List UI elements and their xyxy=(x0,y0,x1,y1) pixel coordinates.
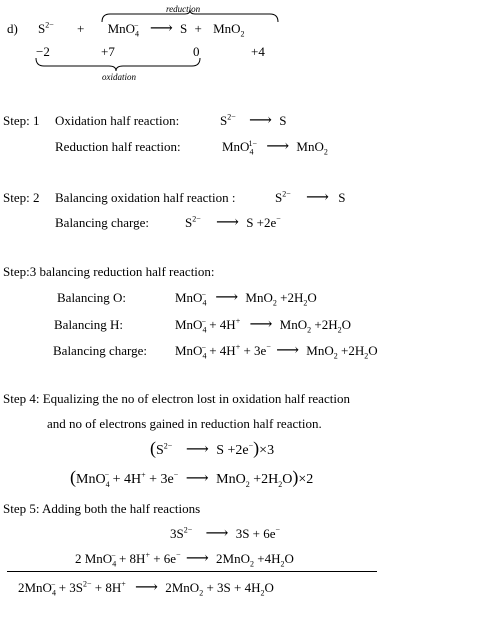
top-reaction: $S^{2-} + MnO_4^-$ ⟶ S + MnO$_2$ xyxy=(38,20,245,39)
step1-title: Step: 1 xyxy=(3,113,40,128)
step4-title: Step 4: Equalizing the no of electron lost in oxidation half reaction xyxy=(3,391,350,406)
step3-row3-label: Balancing charge: xyxy=(53,343,147,358)
step5-line2: 2 MnO$_4$− + 8H+ + 6e− ⟶ $2MnO_2 +4H_2O$ xyxy=(75,550,294,569)
step2-charge-eq: $S^{2-}$ ⟶ S +2e− xyxy=(185,214,281,231)
step4-eq1: ($S^{2-}$ ⟶ S +2e−)×3 xyxy=(150,438,275,458)
step2-charge-label: Balancing charge: xyxy=(55,215,149,230)
step3-row1-label: Balancing O: xyxy=(57,290,126,305)
step5-title: Step 5: Adding both the half reactions xyxy=(3,501,201,516)
oxnum-1: −2 xyxy=(36,44,50,59)
step2-ox-eq: $S^{2-}$ ⟶ S xyxy=(275,189,346,206)
step4-eq2: (MnO$_4$− + 4H+ + 3e− ⟶ $MnO_2 +2H_2O)\times 2$ xyxy=(70,467,314,489)
step3-row2-eq: MnO$_4$− + 4H+ ⟶ $MnO_2 +2H_2O$ xyxy=(175,316,351,335)
step1-red-eq: MnO$_4^{1-}$ ⟶ MnO$_2$ xyxy=(222,138,328,157)
step2-title: Step: 2 xyxy=(3,190,40,205)
step3-row2-label: Balancing H: xyxy=(54,317,123,332)
oxnum-4: +4 xyxy=(251,44,265,59)
step3-title: Step:3 balancing reduction half reaction: xyxy=(3,264,215,279)
step3-row3-eq: MnO$_4$− + 4H+ + 3e− ⟶ $MnO_2 +2H_2O$ xyxy=(175,342,378,361)
reduction-label: reduction xyxy=(166,4,201,14)
step4-title2: and no of electrons gained in reduction half reaction. xyxy=(47,416,322,431)
step2-ox-label: Balancing oxidation half reaction : xyxy=(55,190,236,205)
step1-red-label: Reduction half reaction: xyxy=(55,139,181,154)
step1-ox-label: Oxidation half reaction: xyxy=(55,113,180,128)
step1-ox-eq: $S^{2-}$ ⟶ S xyxy=(220,112,287,129)
d-label: d) xyxy=(7,21,18,36)
step3-row1-eq: MnO$_4$− ⟶ $MnO_2 +2H_2O$ xyxy=(175,289,317,308)
sum-line xyxy=(7,571,377,572)
oxidation-label: oxidation xyxy=(102,72,136,82)
oxnum-2: +7 xyxy=(101,44,115,59)
step5-line1: $3S^{2-}$ ⟶ 3S + 6e− xyxy=(170,525,281,542)
step5-final: $2MnO_4^- + 3S^{2-} + 8H^+$ ⟶ $2MnO_2 + 3S + 4H_2O$ xyxy=(18,579,274,598)
oxnum-3: 0 xyxy=(193,44,200,59)
